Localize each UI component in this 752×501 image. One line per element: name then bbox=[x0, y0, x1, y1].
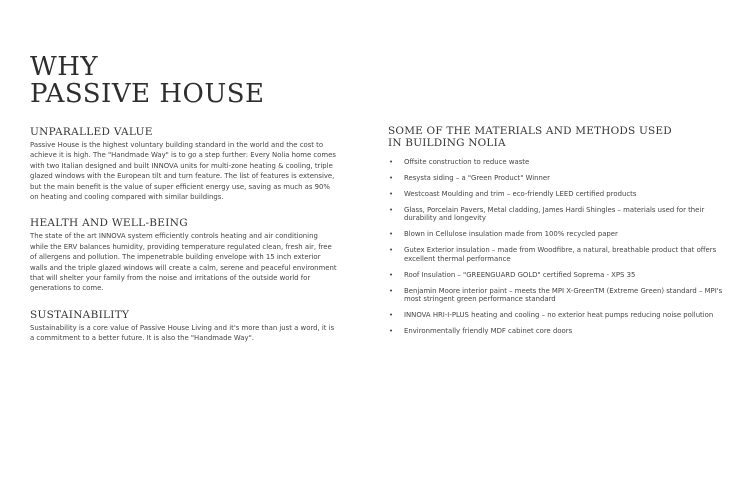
list-item-text: INNOVA HRI-I-PLUS heating and cooling – no exterior heat pumps reducing noise pollution bbox=[404, 311, 714, 320]
section-body: Sustainability is a core value of Passive House Living and it's more than just a word, it is a commitment to a better future. It is also the "Handmade Way". bbox=[30, 323, 335, 343]
bullet-icon: • bbox=[389, 270, 394, 279]
bullet-icon: • bbox=[389, 246, 394, 255]
bullet-icon: • bbox=[389, 286, 394, 295]
list-item-text: Westcoast Moulding and trim – eco-friendly LEED certified products bbox=[404, 190, 637, 198]
list-item bbox=[388, 158, 728, 166]
list-item bbox=[388, 327, 728, 335]
bullet-icon: • bbox=[389, 311, 394, 320]
bullet-icon: • bbox=[389, 230, 394, 239]
list-item-text: Roof Insulation – "GREENGUARD GOLD" certified Soprema - XPS 35 bbox=[404, 270, 636, 279]
list-item-text: Blown in Cellulose insulation made from 100% recycled paper bbox=[404, 230, 618, 239]
bullet-icon: • bbox=[389, 174, 394, 182]
section-sustainability bbox=[30, 309, 338, 344]
list-item-text: Benjamin Moore interior paint – meets the MPI X-GreenTM (Extreme Green) standard – MPI's most stringent green performance standard bbox=[404, 286, 723, 304]
list-item bbox=[388, 190, 728, 198]
section-heading: SUSTAINABILITY bbox=[30, 308, 130, 321]
right-column bbox=[388, 126, 728, 343]
bullet-icon: • bbox=[389, 327, 394, 336]
list-item bbox=[388, 230, 728, 238]
section-heading: UNPARALLED VALUE bbox=[30, 126, 153, 138]
materials-heading-line-2: IN BUILDING NOLIA bbox=[388, 136, 506, 149]
list-item bbox=[388, 246, 728, 263]
section-health-and-well-being bbox=[30, 217, 338, 293]
list-item-text: Environmentally friendly MDF cabinet core doors bbox=[404, 327, 573, 336]
page-title-line-1: WHY bbox=[30, 52, 99, 82]
list-item bbox=[388, 287, 728, 304]
page-title-line-2: PASSIVE HOUSE bbox=[30, 79, 265, 109]
bullet-icon: • bbox=[389, 206, 394, 214]
list-item-text: Resysta siding – a "Green Product" Winner bbox=[404, 174, 550, 182]
list-item-text: Glass, Porcelain Pavers, Metal cladding, James Hardi Shingles – materials used for their durability and longevity bbox=[404, 206, 705, 223]
section-body: The state of the art INNOVA system efficiently controls heating and air conditioning while the ERV balances humidity, providing temperature regulated clean, fresh air, free of allergens and pollution. The impenetrable building envelope with 15 inch exterior walls and the triple glazed windows will create a calm, serene and peaceful environment that will shelter your family from the noise and irritations of the outside world for generations to come. bbox=[30, 232, 337, 293]
list-item bbox=[388, 271, 728, 279]
left-column bbox=[30, 126, 338, 359]
section-unparalled-value bbox=[30, 126, 338, 202]
list-item-text: Gutex Exterior insulation – made from Woodfibre, a natural, breathable product that offers excellent thermal performance bbox=[404, 246, 717, 263]
list-item bbox=[388, 311, 728, 319]
materials-list bbox=[388, 158, 728, 336]
materials-heading-line-1: SOME OF THE MATERIALS AND METHODS USED bbox=[388, 125, 672, 137]
section-heading: HEALTH AND WELL-BEING bbox=[30, 217, 188, 230]
page-title bbox=[30, 54, 265, 108]
section-body: Passive House is the highest voluntary building standard in the world and the cost to achieve it is high. The "Handmade Way" is to go a step further: Every Nolia home comes with two Italian designed and built INNOVA units for multi-zone heating & cooling, triple glazed windows with the European tilt and turn feature. The list of features is extensive, but the main benefit is the value of super efficient energy use, saving as much as 90% on heating and cooling compared with similar buildings. bbox=[30, 141, 336, 202]
bullet-icon: • bbox=[389, 158, 394, 166]
bullet-icon: • bbox=[389, 190, 394, 198]
list-item bbox=[388, 174, 728, 182]
list-item bbox=[388, 206, 728, 223]
list-item-text: Offsite construction to reduce waste bbox=[404, 158, 530, 166]
materials-heading bbox=[388, 126, 728, 149]
